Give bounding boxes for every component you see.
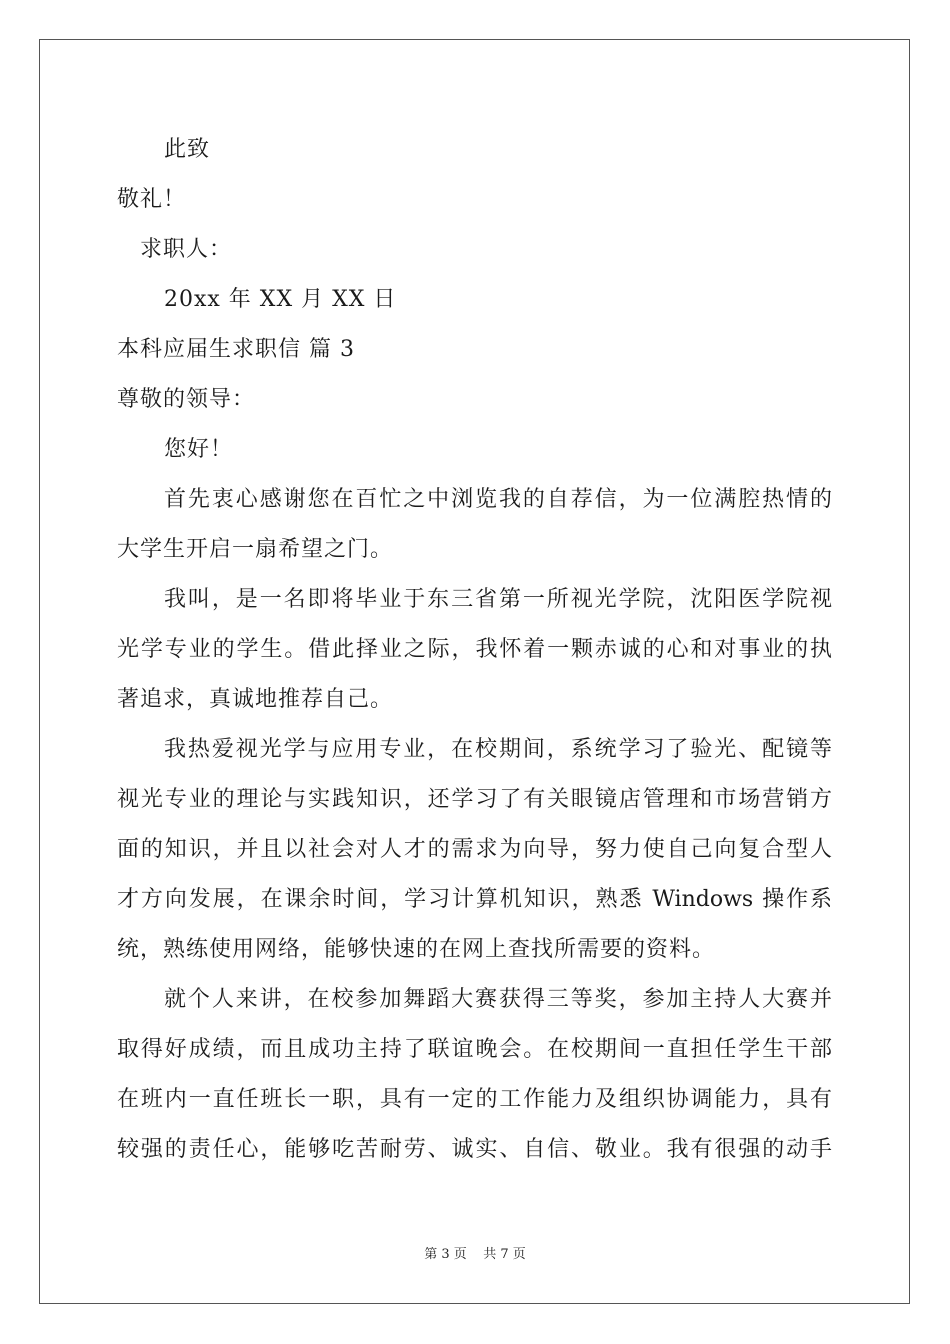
closing-salutation: 此致 <box>164 137 211 162</box>
paragraph-line: 取得好成绩，而且成功主持了联谊晚会。在校期间一直担任学生干部 <box>117 1037 832 1062</box>
paragraph-line: 较强的责任心，能够吃苦耐劳、诚实、自信、敬业。我有很强的动手 <box>117 1137 832 1162</box>
paragraph-line: 著追求，真诚地推荐自己。 <box>117 687 394 712</box>
section-heading: 本科应届生求职信 篇 3 <box>117 337 355 362</box>
paragraph-line: 我热爱视光学与应用专业，在校期间，系统学习了验光、配镜等 <box>164 737 832 762</box>
paragraph-line: 大学生开启一扇希望之门。 <box>117 537 394 562</box>
paragraph-line: 我叫，是一名即将毕业于东三省第一所视光学院，沈阳医学院视 <box>164 587 832 612</box>
paragraph-line: 首先衷心感谢您在百忙之中浏览我的自荐信，为一位满腔热情的 <box>164 487 832 512</box>
paragraph-line: 面的知识，并且以社会对人才的需求为向导，努力使自己向复合型人 <box>117 837 832 862</box>
page-number-footer: 第 3 页 共 7 页 <box>424 1247 526 1262</box>
paragraph-line: 在班内一直任班长一职，具有一定的工作能力及组织协调能力，具有 <box>117 1087 832 1112</box>
greeting-addressee: 尊敬的领导： <box>117 387 256 412</box>
closing-regards: 敬礼！ <box>117 187 187 212</box>
paragraph-line: 就个人来讲，在校参加舞蹈大赛获得三等奖，参加主持人大赛并 <box>164 987 832 1012</box>
paragraph-line: 统，熟练使用网络，能够快速的在网上查找所需要的资料。 <box>117 937 716 962</box>
paragraph-line: 视光专业的理论与实践知识，还学习了有关眼镜店管理和市场营销方 <box>117 787 832 812</box>
letter-date: 20xx 年 XX 月 XX 日 <box>164 287 397 312</box>
greeting-hello: 您好！ <box>164 437 234 462</box>
applicant-signature: 求职人： <box>140 237 233 262</box>
paragraph-line: 才方向发展，在课余时间，学习计算机知识，熟悉 Windows 操作系 <box>117 887 832 912</box>
paragraph-line: 光学专业的学生。借此择业之际，我怀着一颗赤诚的心和对事业的执 <box>117 637 832 662</box>
